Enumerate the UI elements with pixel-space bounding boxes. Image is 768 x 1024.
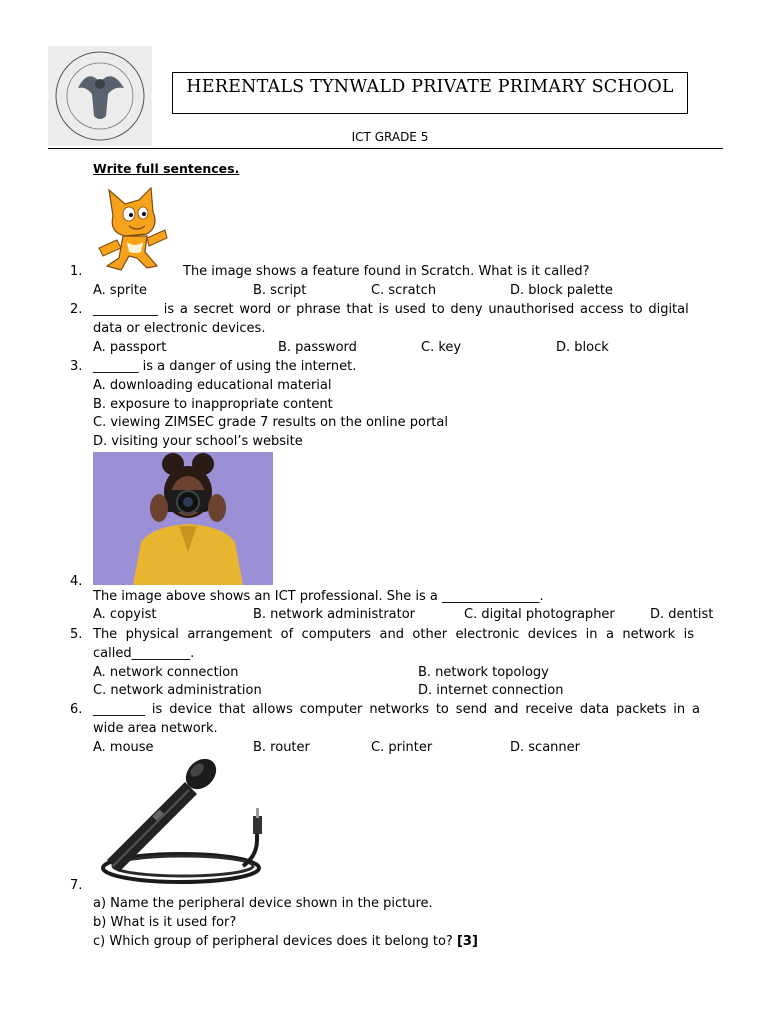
q3-number: 3. xyxy=(70,359,83,374)
subject-grade: ICT GRADE 5 xyxy=(351,130,429,144)
q2-option-a: A. passport xyxy=(93,340,167,355)
q7-marks: [3] xyxy=(456,934,478,949)
q4-text: The image above shows an ICT professional. She is a _______________. xyxy=(93,589,544,604)
q3-option-a: A. downloading educational material xyxy=(93,378,332,393)
microphone-image xyxy=(93,756,273,890)
q3-text: _______ is a danger of using the internet. xyxy=(93,359,357,374)
q2-line1 xyxy=(93,301,722,319)
q6-line1 xyxy=(93,701,722,719)
q4-option-c: C. digital photographer xyxy=(464,607,615,622)
q2-line1-text: __________ is a secret word or phrase that is used to deny unauthorised access to digital xyxy=(93,302,689,317)
q5-option-c: C. network administration xyxy=(93,683,262,698)
q5-line1 xyxy=(93,626,722,644)
q1-option-b: B. script xyxy=(253,283,307,298)
q7-part-c xyxy=(93,933,478,951)
q3-option-c: C. viewing ZIMSEC grade 7 results on the online portal xyxy=(93,415,448,430)
q6-number: 6. xyxy=(70,702,83,717)
q6-option-b: B. router xyxy=(253,740,310,755)
q2-line2: data or electronic devices. xyxy=(93,321,266,336)
q5-option-b: B. network topology xyxy=(418,665,549,680)
q7-number: 7. xyxy=(70,878,83,893)
instruction: Write full sentences. xyxy=(93,161,240,176)
q1-option-d: D. block palette xyxy=(510,283,613,298)
q6-option-c: C. printer xyxy=(371,740,433,755)
q1-text: The image shows a feature found in Scratch. What is it called? xyxy=(183,264,590,279)
q7-part-a: a) Name the peripheral device shown in the picture. xyxy=(93,896,433,911)
school-name: HERENTALS TYNWALD PRIVATE PRIMARY SCHOOL xyxy=(186,77,674,97)
q6-option-d: D. scanner xyxy=(510,740,580,755)
q2-number: 2. xyxy=(70,302,83,317)
q1-option-a: A. sprite xyxy=(93,283,148,298)
photographer-image xyxy=(93,452,273,585)
q5-option-d: D. internet connection xyxy=(418,683,564,698)
q4-option-a: A. copyist xyxy=(93,607,157,622)
header-divider xyxy=(48,148,723,149)
q6-line2: wide area network. xyxy=(93,721,218,736)
q1-option-c: C. scratch xyxy=(371,283,437,298)
q1-number: 1. xyxy=(70,264,83,279)
q2-option-b: B. password xyxy=(278,340,357,355)
q3-option-d: D. visiting your school’s website xyxy=(93,434,303,449)
q7-part-b: b) What is it used for? xyxy=(93,915,237,930)
q7-part-c-text: c) Which group of peripheral devices does it belong to? xyxy=(93,934,453,949)
q4-option-d: D. dentist xyxy=(650,607,714,622)
q6-line1-text: ________ is device that allows computer networks to send and receive data packets in a xyxy=(93,702,701,717)
q5-number: 5. xyxy=(70,627,83,642)
q4-option-b: B. network administrator xyxy=(253,607,416,622)
q5-option-a: A. network connection xyxy=(93,665,239,680)
q5-line1-text: The physical arrangement of computers and other electronic devices in a network is xyxy=(93,627,694,642)
q2-option-d: D. block xyxy=(556,340,609,355)
q3-option-b: B. exposure to inappropriate content xyxy=(93,397,333,412)
scratch-cat-image xyxy=(95,186,173,272)
q5-line2: called_________. xyxy=(93,646,195,661)
q4-number: 4. xyxy=(70,574,83,589)
q2-option-c: C. key xyxy=(421,340,462,355)
q6-option-a: A. mouse xyxy=(93,740,154,755)
